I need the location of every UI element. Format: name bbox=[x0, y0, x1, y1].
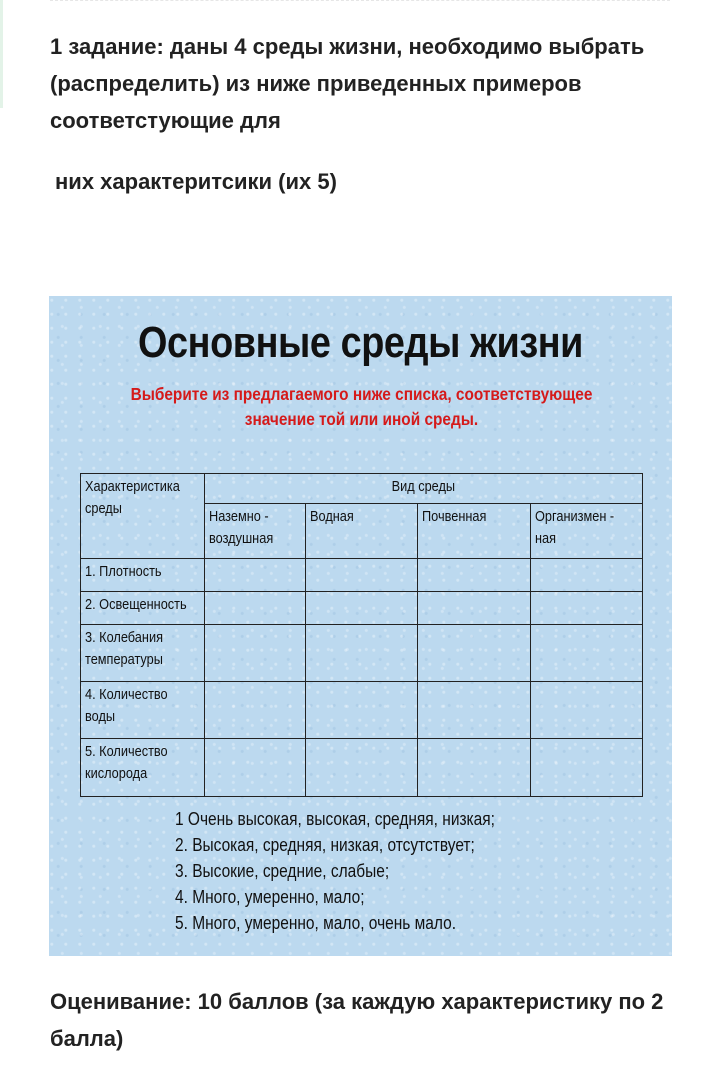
table-cell bbox=[205, 592, 306, 625]
table-cell bbox=[531, 682, 643, 739]
table-cell bbox=[418, 625, 531, 682]
top-divider bbox=[50, 0, 670, 4]
header-characteristic: Характеристика среды bbox=[81, 474, 205, 559]
slide-title: Основные среды жизни bbox=[138, 318, 583, 367]
table-cell bbox=[531, 625, 643, 682]
table-cell bbox=[306, 739, 418, 797]
table-row-label: 1. Плотность bbox=[81, 559, 205, 592]
table-row-label: 4. Количество воды bbox=[81, 682, 205, 739]
column-header: Организмен - ная bbox=[531, 504, 643, 559]
table-cell bbox=[205, 739, 306, 797]
table-cell bbox=[418, 559, 531, 592]
slide-image bbox=[49, 296, 672, 956]
table-row-label: 2. Освещенность bbox=[81, 592, 205, 625]
left-accent-bar bbox=[0, 0, 3, 108]
table-cell bbox=[306, 559, 418, 592]
environment-table bbox=[80, 473, 643, 797]
column-header: Почвенная bbox=[418, 504, 531, 559]
table-cell bbox=[205, 559, 306, 592]
table-cell bbox=[418, 739, 531, 797]
table-cell bbox=[418, 682, 531, 739]
option-item: 1 Очень высокая, высокая, средняя, низкая; bbox=[175, 809, 495, 829]
table-cell bbox=[306, 625, 418, 682]
table-cell bbox=[418, 592, 531, 625]
task-text: 1 задание: даны 4 среды жизни, необходимо выбрать (распределить) из ниже приведенных примеров соответстующие для bbox=[50, 34, 645, 133]
column-header: Наземно - воздушная bbox=[205, 504, 306, 559]
table-cell bbox=[531, 592, 643, 625]
table-row-label: 5. Количество кислорода bbox=[81, 739, 205, 797]
options-list bbox=[175, 806, 495, 936]
table-cell bbox=[306, 682, 418, 739]
header-environment-type: Вид среды bbox=[205, 474, 643, 504]
option-item: 4. Много, умеренно, мало; bbox=[175, 887, 365, 907]
table-cell bbox=[205, 682, 306, 739]
table-cell bbox=[205, 625, 306, 682]
option-item: 2. Высокая, средняя, низкая, отсутствует; bbox=[175, 835, 475, 855]
table-cell bbox=[306, 592, 418, 625]
column-header: Водная bbox=[306, 504, 418, 559]
slide-subtitle: Выберите из предлагаемого ниже списка, соответствующее значение той или иной среды. bbox=[130, 384, 593, 429]
table-cell bbox=[531, 559, 643, 592]
table-row-label: 3. Колебания температуры bbox=[81, 625, 205, 682]
grading-text: Оценивание: 10 баллов (за каждую характеристику по 2 балла) bbox=[50, 989, 664, 1051]
option-item: 3. Высокие, средние, слабые; bbox=[175, 861, 390, 881]
option-item: 5. Много, умеренно, мало, очень мало. bbox=[175, 913, 457, 933]
task-text-continued: них характеритсики (их 5) bbox=[55, 169, 337, 194]
table-cell bbox=[531, 739, 643, 797]
